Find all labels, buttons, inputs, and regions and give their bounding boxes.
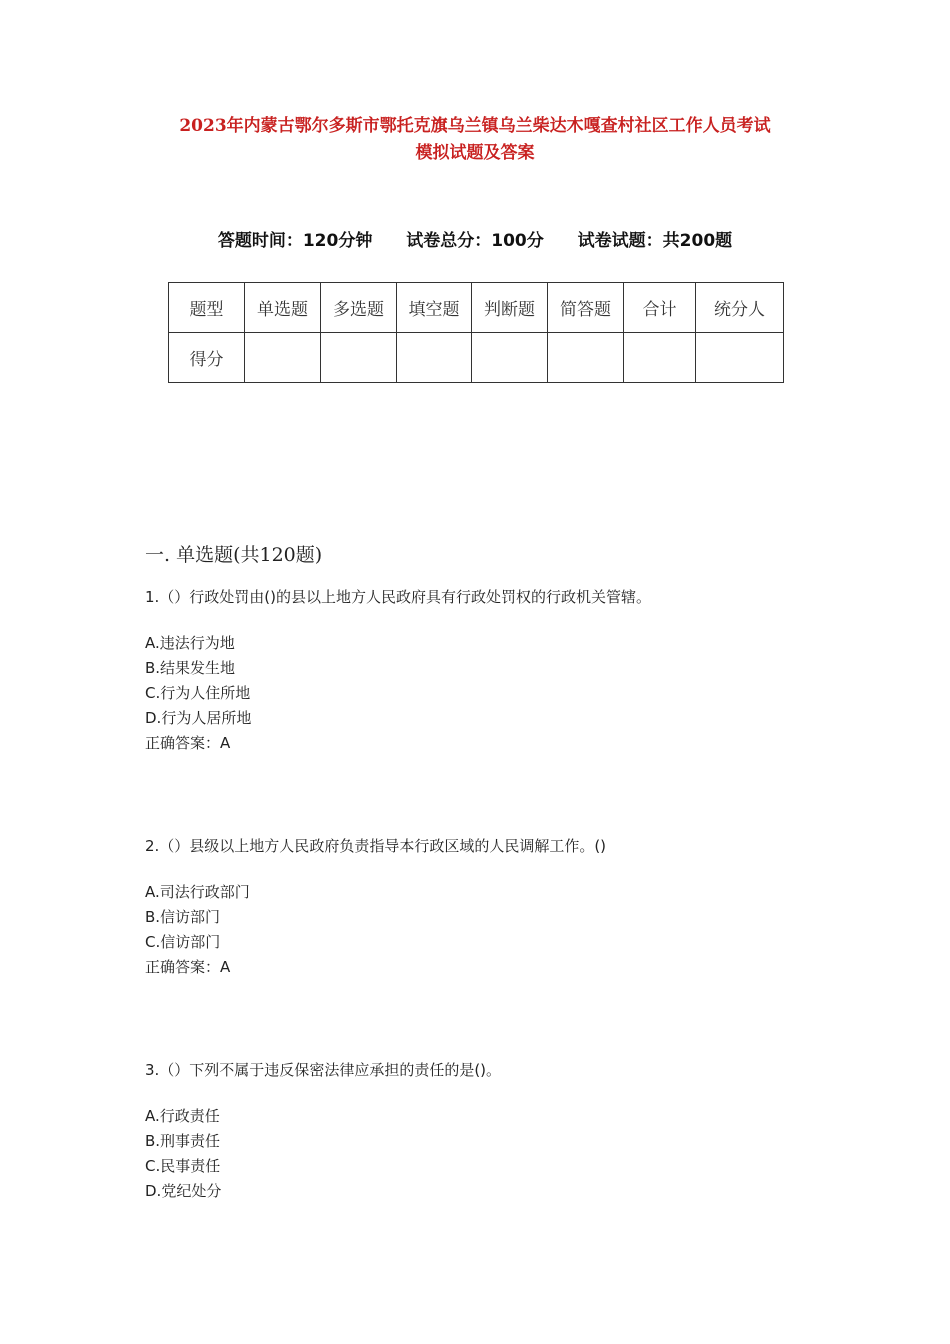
score-cell[interactable]	[245, 333, 321, 383]
option-b: B.结果发生地	[145, 659, 236, 677]
option-d: D.行为人居所地	[145, 709, 252, 727]
option-a: A.司法行政部门	[145, 883, 250, 901]
score-cell[interactable]	[548, 333, 624, 383]
question-stem: 3.（）下列不属于违反保密法律应承担的责任的是()。	[145, 1061, 502, 1079]
score-header-cell: 填空题	[397, 283, 472, 333]
score-cell[interactable]	[321, 333, 397, 383]
score-header-cell: 判断题	[472, 283, 548, 333]
option-b: B.信访部门	[145, 908, 221, 926]
question-3	[145, 1058, 845, 1204]
score-cell[interactable]	[696, 333, 784, 383]
question-stem: 1.（）行政处罚由()的县以上地方人民政府具有行政处罚权的行政机关管辖。	[145, 588, 652, 606]
score-header-cell: 统分人	[696, 283, 784, 333]
score-table-header-row	[169, 283, 784, 333]
option-c: C.信访部门	[145, 933, 221, 951]
document-title	[100, 113, 850, 167]
question-1	[145, 585, 845, 756]
question-options	[145, 1104, 845, 1204]
title-line-1: 2023年内蒙古鄂尔多斯市鄂托克旗乌兰镇乌兰柴达木嘎查村社区工作人员考试	[179, 116, 771, 136]
score-header-cell: 题型	[169, 283, 245, 333]
title-line-2: 模拟试题及答案	[415, 143, 535, 163]
correct-answer: 正确答案：A	[145, 734, 231, 752]
option-a: A.行政责任	[145, 1107, 220, 1125]
option-b: B.刑事责任	[145, 1132, 221, 1150]
exam-time: 答题时间：120分钟	[217, 231, 373, 251]
option-a: A.违法行为地	[145, 634, 235, 652]
exam-question-count: 试卷试题：共200题	[577, 231, 733, 251]
section-heading: 一. 单选题(共120题)	[145, 544, 323, 566]
option-c: C.民事责任	[145, 1157, 221, 1175]
score-header-cell: 简答题	[548, 283, 624, 333]
score-header-cell: 多选题	[321, 283, 397, 333]
option-d: D.党纪处分	[145, 1182, 222, 1200]
exam-meta	[100, 226, 850, 251]
score-row-label: 得分	[169, 333, 245, 383]
score-cell[interactable]	[472, 333, 548, 383]
question-stem: 2.（）县级以上地方人民政府负责指导本行政区域的人民调解工作。()	[145, 837, 607, 855]
question-options	[145, 631, 845, 756]
option-c: C.行为人住所地	[145, 684, 251, 702]
score-table	[168, 282, 784, 383]
score-cell[interactable]	[397, 333, 472, 383]
score-header-cell: 合计	[624, 283, 696, 333]
score-table-score-row	[169, 333, 784, 383]
question-options	[145, 880, 845, 980]
score-header-cell: 单选题	[245, 283, 321, 333]
score-cell[interactable]	[624, 333, 696, 383]
exam-total-score: 试卷总分：100分	[406, 231, 544, 251]
correct-answer: 正确答案：A	[145, 958, 231, 976]
question-2	[145, 834, 845, 980]
